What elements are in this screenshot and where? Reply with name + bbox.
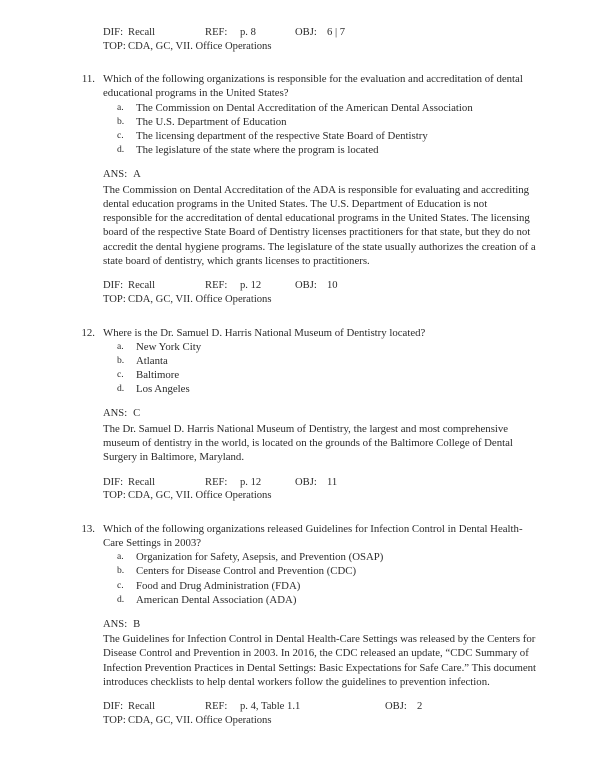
option-item[interactable] [0,593,600,607]
top-value: CDA, GC, VII. Office Operations [128,40,272,52]
metadata-block-top [0,26,600,53]
option-item[interactable] [0,368,600,382]
option-letter: a. [117,101,124,113]
spacer [0,503,600,522]
option-text: Baltimore [136,369,180,382]
answer-value: A [133,169,141,181]
option-item[interactable] [0,143,600,157]
metadata-block [0,700,600,727]
spacer [0,396,600,407]
option-letter: b. [117,354,125,366]
answer-line [0,407,600,421]
question-heading [0,326,600,340]
obj-value: 6 | 7 [327,27,346,38]
rationale-text: The Commission on Dental Accreditation of the ADA is responsible for evaluating and accrediting dental education programs in the United States. The U.S. Department of Education is not responsible for the accreditation of dental educational programs in the United States. The licensing board of the respective State Board of Dentistry licenses practitioners for that state, but they do not accredit the dental hygiene programs. The legislature of the state usually authorizes the creation of a state board of dentistry, which grants licenses to practitioners. [103,183,536,268]
option-item[interactable] [0,564,600,578]
question-heading [0,522,600,550]
option-letter: a. [117,340,124,352]
obj-label: OBJ: [295,27,317,38]
question-stem: Which of the following organizations released Guidelines for Infection Control in Dental Health-Care Settings in 2003? [103,522,523,549]
option-item[interactable] [0,101,600,115]
ref-value: p. 12 [240,476,262,488]
question-heading [0,72,600,100]
option-text: The U.S. Department of Education [136,115,287,128]
metadata-block [0,476,600,503]
question-block [0,326,600,503]
ref-label: REF: [205,280,228,292]
option-text: Organization for Safety, Asepsis, and Prevention (OSAP) [136,551,384,564]
option-text: American Dental Association (ADA) [136,593,297,606]
ref-value: p. 12 [240,280,262,292]
option-letter: a. [117,551,124,563]
option-letter: c. [117,369,124,381]
metadata-row-dif-ref-obj [0,26,600,40]
top-label: TOP: [103,490,126,502]
answer-label: ANS: [103,169,128,181]
top-label: TOP: [103,714,126,726]
option-text: New York City [136,340,202,353]
option-text: Food and Drug Administration (FDA) [136,579,301,592]
dif-value: Recall [128,280,156,292]
spacer [0,268,600,279]
option-letter: b. [117,565,125,577]
rationale-text: The Guidelines for Infection Control in Dental Health-Care Settings was released by the Centers for Disease Control and Prevention in 2003. In 2016, the CDC released an update, “CDC Summary of Infection Prevention Practices in Dental Settings: Basic Expectations for Safe Care.” This document introduces checklists to help dental workers follow the guidelines to prevention infection. [103,633,537,688]
question-block [0,522,600,728]
option-letter: d. [117,383,125,395]
metadata-row-top [0,714,600,728]
spacer [0,307,600,326]
option-item[interactable] [0,354,600,368]
obj-label: OBJ: [295,476,317,488]
top-value: CDA, GC, VII. Office Operations [128,714,272,726]
rationale-text: The Dr. Samuel D. Harris National Museum of Dentistry, the largest and most comprehensive museum of dentistry in the world, is located on the grounds of the Baltimore College of Dental Surgery in Baltimore, Maryland. [103,422,513,464]
metadata-row-top [0,40,600,54]
question-stem: Which of the following organizations is responsible for the evaluation and accreditation of dental educational programs in the United States? [103,73,523,100]
answer-label: ANS: [103,618,128,630]
question-number: 12. [81,326,95,339]
option-text: The Commission on Dental Accreditation of the American Dental Association [136,101,473,114]
answer-label: ANS: [103,408,128,420]
page-content [0,26,600,727]
dif-label: DIF: [103,476,124,488]
top-label: TOP: [103,40,126,52]
obj-label: OBJ: [295,280,317,292]
obj-value: 11 [327,476,338,488]
option-list [0,550,600,607]
option-letter: d. [117,144,125,156]
spacer [0,607,600,618]
option-list [0,101,600,158]
option-text: Los Angeles [136,383,190,396]
option-text: Centers for Disease Control and Prevention (CDC) [136,565,357,578]
option-letter: c. [117,579,124,591]
option-item[interactable] [0,550,600,564]
metadata-row-dif-ref-obj [0,279,600,293]
option-item[interactable] [0,340,600,354]
ref-label: REF: [205,701,228,713]
dif-label: DIF: [103,701,124,713]
obj-value: 10 [327,280,338,292]
question-number: 11. [81,73,95,86]
obj-label: OBJ: [385,701,407,713]
obj-value: 2 [417,701,423,713]
option-item[interactable] [0,115,600,129]
dif-label: DIF: [103,27,124,38]
metadata-block [0,279,600,306]
question-block [0,72,600,306]
metadata-row-top [0,293,600,307]
option-item[interactable] [0,129,600,143]
answer-line [0,168,600,182]
option-letter: b. [117,115,125,127]
dif-value: Recall [128,476,156,488]
option-list [0,340,600,397]
spacer [0,53,600,72]
spacer [0,465,600,476]
dif-value: Recall [128,701,156,713]
ref-value: p. 4, Table 1.1 [240,701,301,713]
answer-value: B [133,618,141,630]
dif-value: Recall [128,27,156,38]
dif-label: DIF: [103,280,124,292]
metadata-row-dif-ref-obj [0,476,600,490]
top-label: TOP: [103,293,126,305]
option-text: The legislature of the state where the program is located [136,144,379,157]
option-letter: c. [117,129,124,141]
option-text: Atlanta [136,354,168,367]
question-number: 13. [81,522,95,535]
ref-label: REF: [205,476,228,488]
ref-value: p. 8 [240,27,256,38]
metadata-row-top [0,489,600,503]
spacer [0,157,600,168]
spacer [0,689,600,700]
ref-label: REF: [205,27,228,38]
answer-value: C [133,408,141,420]
option-letter: d. [117,593,125,605]
top-value: CDA, GC, VII. Office Operations [128,293,272,305]
option-text: The licensing department of the respective State Board of Dentistry [136,129,428,142]
question-stem: Where is the Dr. Samuel D. Harris National Museum of Dentistry located? [103,326,426,339]
option-item[interactable] [0,382,600,396]
metadata-row-dif-ref-obj [0,700,600,714]
option-item[interactable] [0,579,600,593]
answer-line [0,618,600,632]
top-value: CDA, GC, VII. Office Operations [128,490,272,502]
